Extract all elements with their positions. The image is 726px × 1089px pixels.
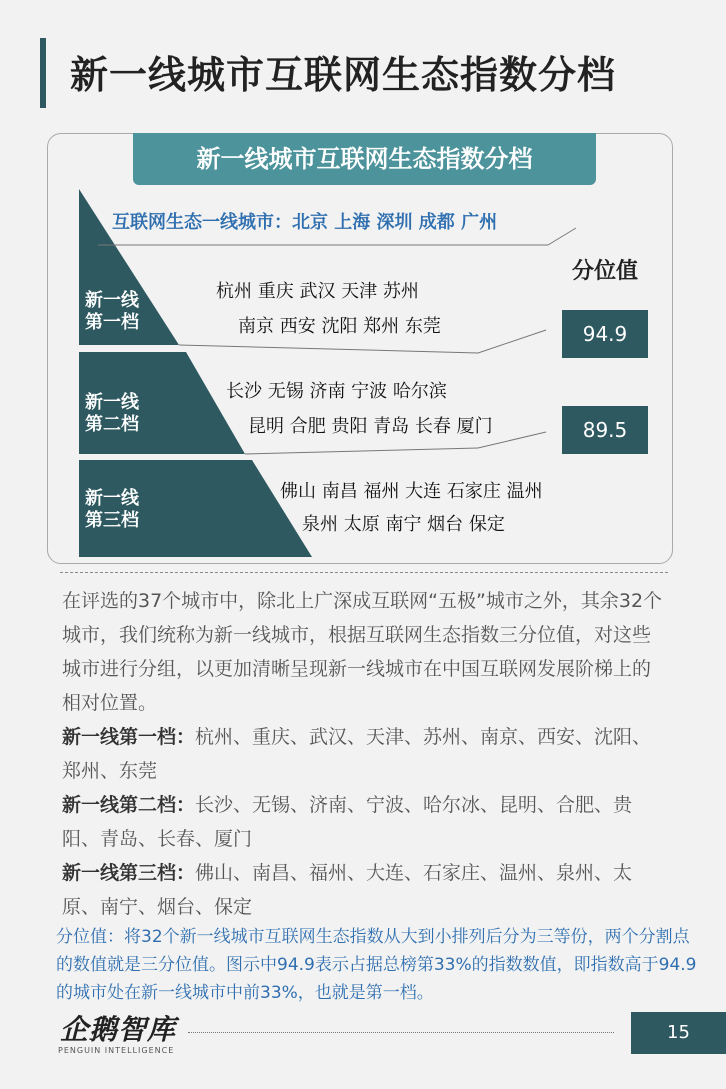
- tier-3-cities-line1: 佛山 南昌 福州 大连 石家庄 温州: [280, 481, 543, 502]
- tier-3-cities-line2: 泉州 太原 南宁 烟台 保定: [302, 514, 505, 535]
- percentile-note: 分位值：将32个新一线城市互联网生态指数从大到小排列后分为三等份，两个分割点的数值就是三分位值。图示中94.9表示占据总榜第33%的指数数值，即指数高于94.9的城市处在新一线城市中前33%，也就是第一档。: [56, 927, 697, 1003]
- tier-1-label: 新一线第一档：: [62, 726, 196, 748]
- tier-1-city-list: 杭州、重庆、武汉、天津、苏州、南京、西安、沈阳、郑州、东莞: [62, 726, 652, 782]
- footer-dotted-line: [188, 1032, 614, 1033]
- tier-label-3-line2: 第三档: [85, 510, 139, 531]
- tier-1-paragraph: [62, 720, 668, 788]
- body-text: [62, 584, 668, 924]
- tier-label-3-line1: 新一线: [85, 488, 139, 509]
- tier-1-cities-line1: 杭州 重庆 武汉 天津 苏州: [216, 281, 419, 302]
- tier-label-1: [85, 290, 139, 334]
- tier-label-2-line1: 新一线: [85, 392, 139, 413]
- tier-2-label: 新一线第二档：: [62, 794, 196, 816]
- tier-2-cities-line1: 长沙 无锡 济南 宁波 哈尔滨: [226, 381, 447, 402]
- intro-paragraph: 在评选的37个城市中，除北上广深成互联网“五极”城市之外，其余32个城市，我们统称为新一线城市，根据互联网生态指数三分位值，对这些城市进行分组，以更加清晰呈现新一线城市在中国互联网发展阶梯上的相对位置。: [62, 590, 663, 714]
- tier-label-2: [85, 392, 139, 436]
- page-title: 新一线城市互联网生态指数分档: [70, 53, 617, 97]
- tier-3-paragraph: [62, 856, 668, 924]
- percentile-value-2: 89.5: [562, 406, 648, 454]
- penguin-intelligence-logo: [58, 1008, 178, 1063]
- tier-2-cities-line2: 昆明 合肥 贵阳 青岛 长春 厦门: [248, 416, 493, 437]
- page-number: 15: [631, 1012, 726, 1054]
- logo-sub-text: PENGUIN INTELLIGENCE: [58, 1046, 175, 1055]
- logo-main-text: 企鹅智库: [60, 1013, 177, 1046]
- tier-label-1-line2: 第一档: [85, 312, 139, 333]
- tier-3-city-list: 佛山、南昌、福州、大连、石家庄、温州、泉州、太原、南宁、烟台、保定: [62, 862, 633, 918]
- tier-2-city-list: 长沙、无锡、济南、宁波、哈尔冰、昆明、合肥、贵阳、青岛、长春、厦门: [62, 794, 633, 850]
- tier-3-label: 新一线第三档：: [62, 862, 196, 884]
- tier-2-paragraph: [62, 788, 668, 856]
- tier-1-cities-line2: 南京 西安 沈阳 郑州 东莞: [238, 316, 441, 337]
- divider-line-1b: [548, 228, 576, 245]
- divider-line-2b: [478, 330, 546, 353]
- dashed-separator: [60, 572, 668, 573]
- tier-label-2-line2: 第二档: [85, 414, 139, 435]
- tier1-cities: 互联网生态一线城市：北京 上海 深圳 成都 广州: [112, 212, 498, 233]
- panel-header: 新一线城市互联网生态指数分档: [133, 133, 596, 185]
- tier-label-3: [85, 488, 139, 532]
- percentile-title: 分位值: [572, 259, 639, 284]
- divider-line-3: [245, 448, 478, 454]
- divider-line-2: [179, 345, 478, 353]
- tier-label-1-line1: 新一线: [85, 290, 139, 311]
- percentile-value-1: 94.9: [562, 310, 648, 358]
